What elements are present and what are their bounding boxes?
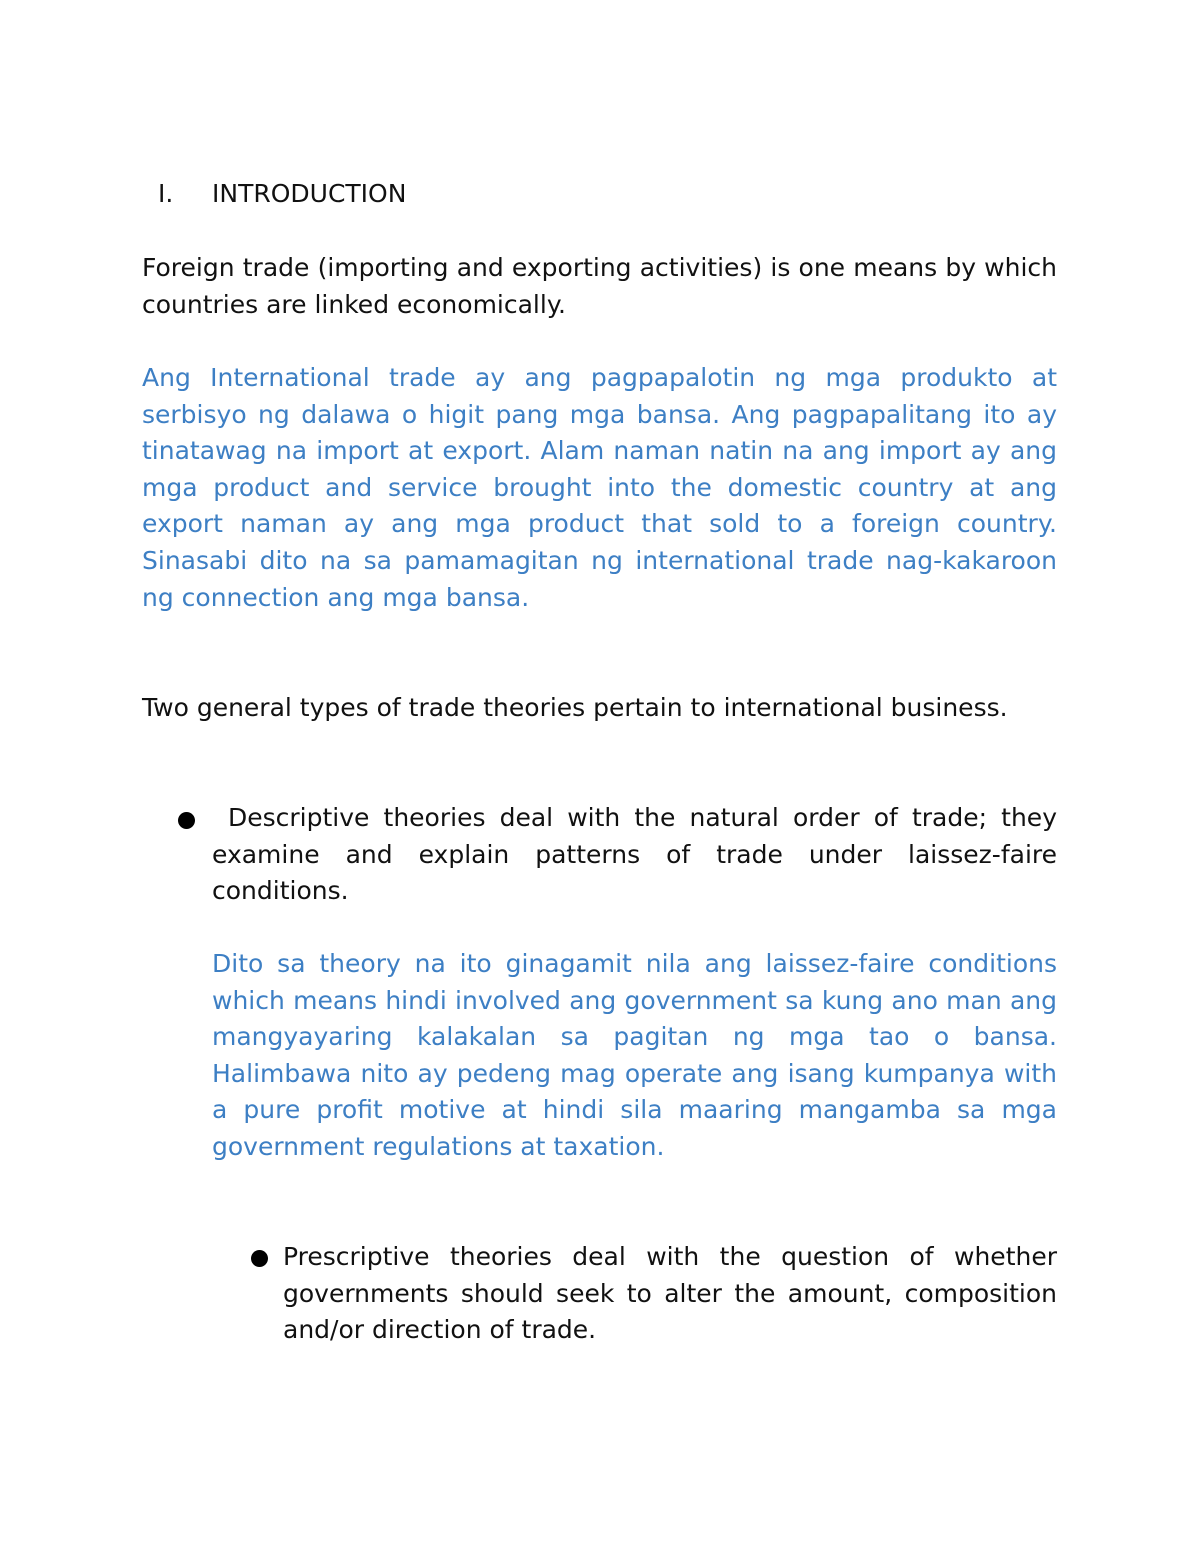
intro-paragraph: Foreign trade (importing and exporting activities) is one means by which countries are linked economically.: [142, 253, 1057, 319]
section-heading: [158, 176, 406, 212]
intro-note: Ang International trade ay ang pagpapalotin ng mga produkto at serbisyo ng dalawa o higit pang mga bansa. Ang pagpapalitang ito ay tinatawag na import at export. Alam naman natin na ang import ay ang mga product and service brought into the domestic country at ang export naman ay ang mga product that sold to a foreign country. Sinasabi dito na sa pamamagitan ng international trade nag-kakaroon ng connection ang mga bansa.: [142, 363, 1057, 612]
bullet-descriptive-text: Descriptive theories deal with the natural order of trade; they examine and explain patterns of trade under laissez-faire conditions.: [212, 803, 1057, 906]
bullet-descriptive-note: Dito sa theory na ito ginagamit nila ang laissez-faire conditions which means hindi involved ang government sa kung ano man ang mangyayaring kalakalan sa pagitan ng mga tao o bansa. Halimbawa nito ay pedeng mag operate ang isang kumpanya with a pure profit motive at hindi sila maaring mangamba sa mga government regulations at taxation.: [212, 949, 1057, 1161]
bullet-dot: [178, 812, 195, 829]
bullet-dot: [251, 1250, 268, 1267]
bullet-prescriptive-text: Prescriptive theories deal with the question of whether governments should seek to alter the amount, composition and/or direction of trade.: [283, 1242, 1057, 1345]
section-number: I.: [158, 179, 174, 208]
theories-paragraph: Two general types of trade theories pertain to international business.: [142, 693, 1008, 722]
section-title: INTRODUCTION: [212, 179, 407, 208]
